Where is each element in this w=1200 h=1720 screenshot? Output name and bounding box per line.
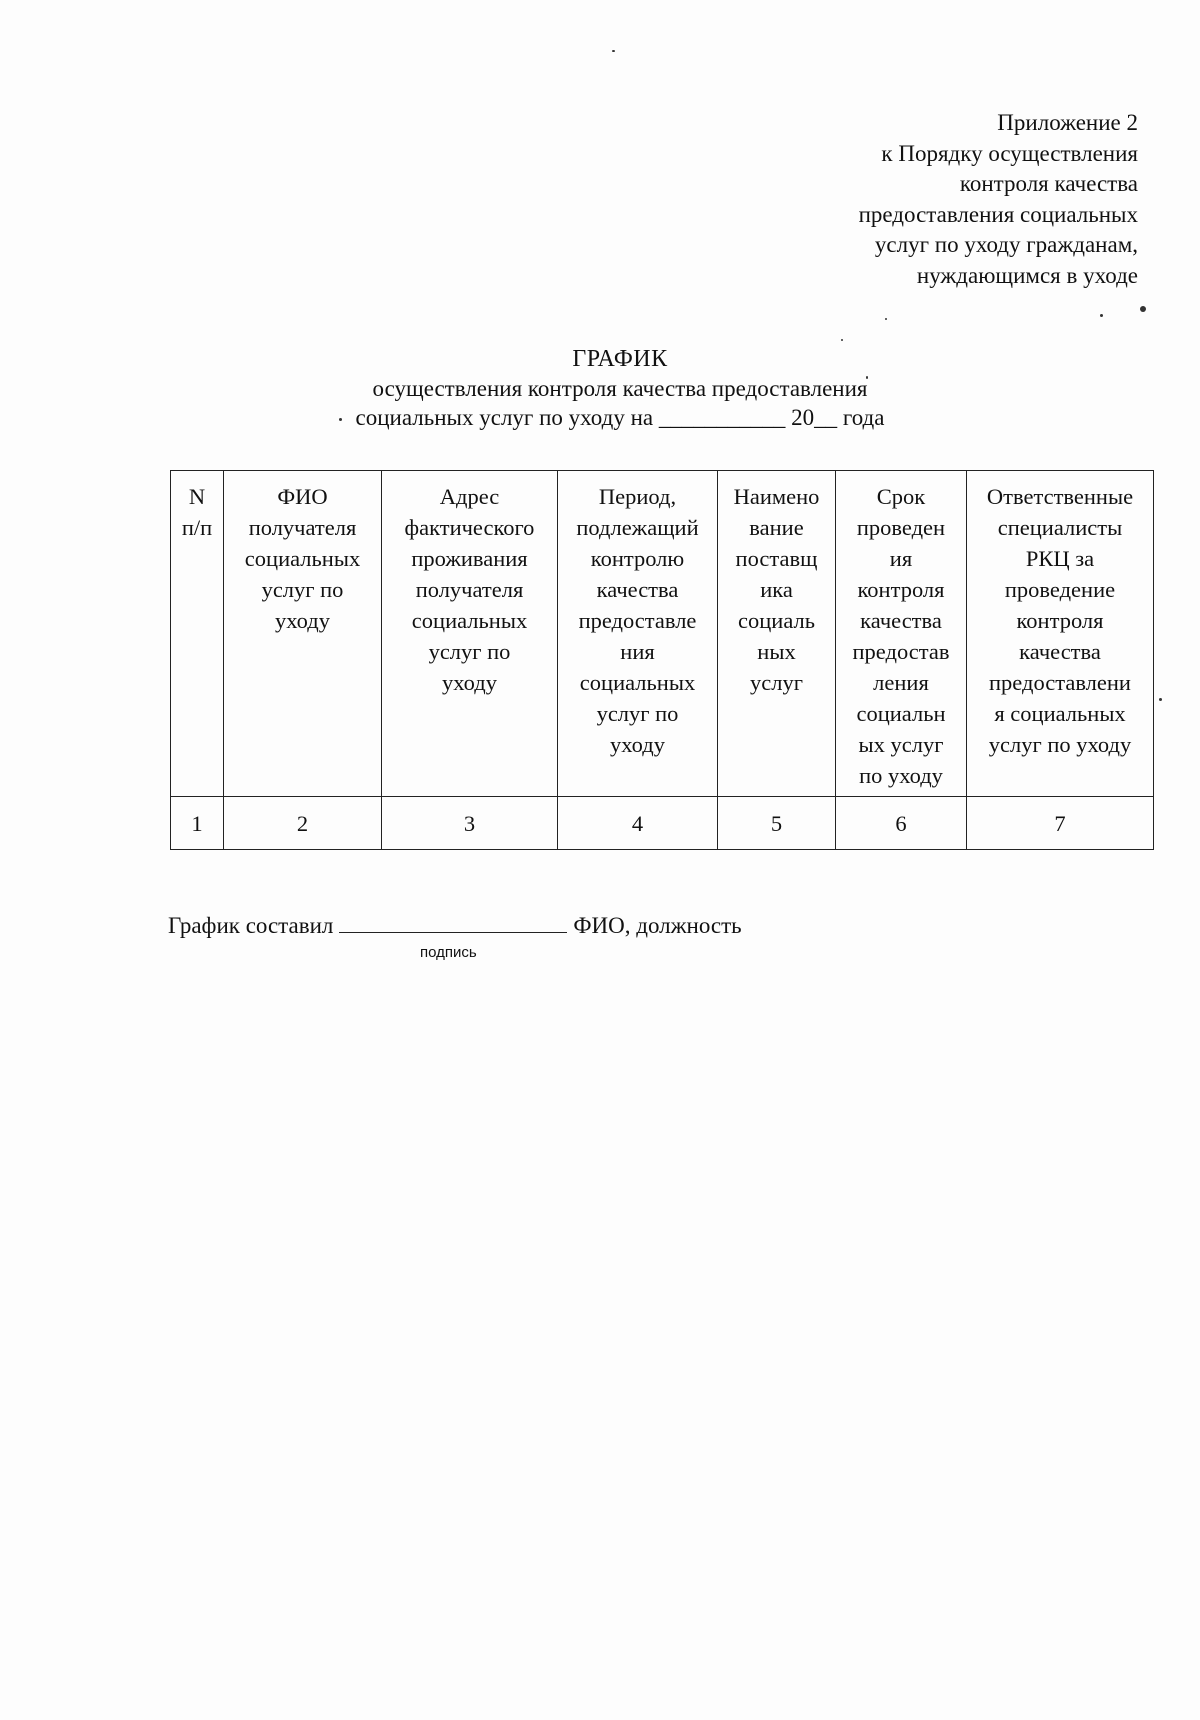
appendix-reference xyxy=(859,108,1138,291)
column-header-recipient-name: ФИО получателя социальных услуг по уходу xyxy=(224,471,382,797)
appendix-line: услуг по уходу гражданам, xyxy=(874,232,1138,257)
appendix-line: предоставления социальных xyxy=(858,201,1138,227)
table-row xyxy=(171,797,1154,850)
signature-blank xyxy=(339,910,567,933)
column-header-control-date: Срок проведен ия контроля качества предостав ления социальн ых услуг по уходу xyxy=(836,471,967,797)
column-number-cell: 2 xyxy=(224,797,382,850)
appendix-line: к Порядку осуществления xyxy=(881,140,1138,166)
column-number-cell: 4 xyxy=(558,797,718,850)
column-number-cell: 7 xyxy=(967,797,1154,850)
signature-line xyxy=(168,910,742,941)
column-header-control-period: Период, подлежащий контролю качества предоставле ния социальных услуг по уходу xyxy=(558,471,718,797)
column-number-cell: 3 xyxy=(382,797,558,850)
column-header-address: Адрес фактического проживания получателя социальных услуг по уходу xyxy=(382,471,558,797)
column-header-number: N п/п xyxy=(171,471,224,797)
appendix-line: Приложение 2 xyxy=(997,110,1138,135)
column-number-cell: 1 xyxy=(171,797,224,850)
signature-caption: подпись xyxy=(420,944,477,961)
column-header-responsible: Ответственные специалисты РКЦ за проведение контроля качества предоставлени я социальных услуг по уходу xyxy=(967,471,1154,797)
name-position-label: ФИО, должность xyxy=(573,913,742,938)
appendix-line: контроля качества xyxy=(959,171,1138,196)
schedule-table xyxy=(170,470,1154,850)
document-subtitle: осуществления контроля качества предоставления xyxy=(372,376,868,401)
appendix-line: нуждающимся в уходе xyxy=(916,262,1138,288)
column-number-cell: 5 xyxy=(718,797,836,850)
column-header-provider: Наимено вание поставщ ика социаль ных услуг xyxy=(718,471,836,797)
compiled-by-label: График составил xyxy=(168,913,334,938)
table-header-row xyxy=(171,471,1154,797)
document-title: ГРАФИК xyxy=(572,346,668,372)
title-block xyxy=(0,344,1200,432)
column-number-cell: 6 xyxy=(836,797,967,850)
document-subtitle-date: социальных услуг по уходу на ___________ 20__ года xyxy=(355,405,885,430)
